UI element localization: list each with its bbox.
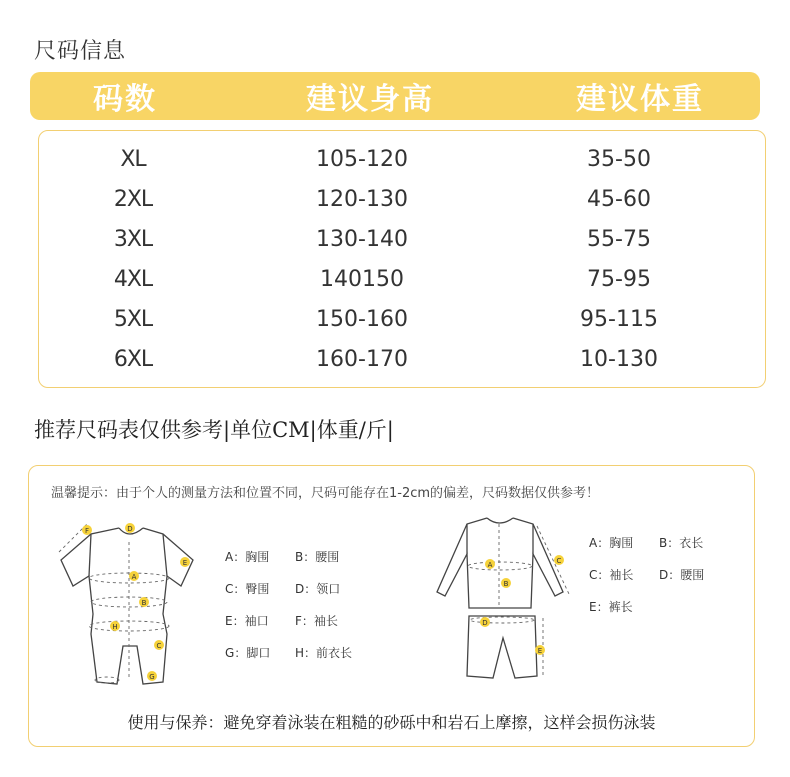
height-cell: 120-130 (316, 186, 408, 212)
weight-cell: 95-115 (580, 306, 658, 332)
section-title: 尺码信息 (34, 39, 127, 64)
size-table-header (30, 72, 760, 120)
weight-cell: 10-130 (580, 346, 658, 372)
svg-text:G: G (149, 673, 155, 681)
svg-text:E: E (182, 559, 188, 567)
table-row (39, 259, 765, 299)
svg-text:D: D (127, 525, 133, 533)
onepiece-legend: A：胸围 B：腰围 C：臀围 D：领口 E：袖口 F：袖长 G：脚口 H：前衣长 (225, 550, 353, 660)
twopiece-diagram (429, 510, 589, 690)
svg-text:F: F (84, 527, 90, 535)
svg-text:A: A (487, 561, 493, 569)
height-cell: 130-140 (316, 226, 408, 252)
height-cell: 150-160 (316, 306, 408, 332)
height-cell: 140150 (320, 266, 404, 292)
svg-text:D: D (482, 619, 488, 627)
twopiece-legend: A：胸围 B：衣长 C：袖长 D：腰围 E：裤长 (589, 536, 705, 614)
svg-text:C: C (156, 642, 162, 650)
measure-markers (82, 523, 190, 681)
size-cell: 6XL (113, 346, 153, 372)
weight-cell: 35-50 (587, 146, 651, 172)
size-cell: 4XL (113, 266, 153, 292)
header-size: 码数 (93, 82, 157, 117)
header-height: 建议身高 (306, 82, 434, 117)
svg-text:B: B (503, 580, 509, 588)
svg-text:A: A (131, 573, 137, 581)
size-cell: XL (120, 146, 146, 172)
warning-text: 温馨提示：由于个人的测量方法和位置不同，尺码可能存在1-2cm的偏差，尺码数据仅供参考！ (51, 486, 600, 501)
table-row (39, 139, 765, 179)
svg-text:B: B (141, 599, 147, 607)
height-cell: 160-170 (316, 346, 408, 372)
onepiece-diagram (51, 514, 211, 694)
tips-box (28, 465, 755, 747)
table-row (39, 299, 765, 339)
weight-cell: 55-75 (587, 226, 651, 252)
size-note: 推荐尺码表仅供参考|单位CM|体重/斤| (34, 418, 394, 442)
table-row (39, 219, 765, 259)
svg-text:C: C (556, 557, 562, 565)
svg-text:E: E (537, 647, 543, 655)
table-row (39, 339, 765, 379)
size-table-body (38, 130, 766, 388)
measure-markers (480, 555, 564, 655)
weight-cell: 45-60 (587, 186, 651, 212)
care-text: 使用与保养：避免穿着泳装在粗糙的砂砾中和岩石上摩擦，这样会损伤泳装 (127, 713, 656, 732)
table-row (39, 179, 765, 219)
weight-cell: 75-95 (587, 266, 651, 292)
header-weight: 建议体重 (576, 82, 704, 117)
height-cell: 105-120 (316, 146, 408, 172)
size-cell: 2XL (113, 186, 153, 212)
size-cell: 3XL (113, 226, 153, 252)
size-cell: 5XL (113, 306, 153, 332)
svg-text:H: H (112, 623, 118, 631)
